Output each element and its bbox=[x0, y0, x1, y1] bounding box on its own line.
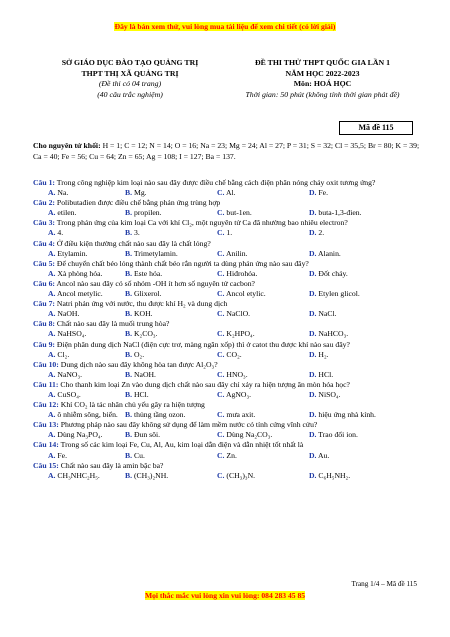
option-text: Trao đổi ion. bbox=[318, 430, 358, 440]
option-text: NaClO. bbox=[226, 309, 251, 319]
question-number: Câu 1: bbox=[33, 178, 55, 187]
option-text: Đốt cháy. bbox=[318, 268, 348, 278]
option-letter: A. bbox=[48, 470, 56, 480]
question-text: Ancol nào sau đây có số nhóm -OH ít hơn số nguyên tử cacbon? bbox=[56, 278, 255, 288]
answer-option bbox=[217, 410, 309, 420]
question-stem bbox=[33, 440, 423, 450]
option-text: Dùng Na₃PO₄. bbox=[57, 430, 103, 440]
option-text: 2. bbox=[318, 228, 325, 238]
option-letter: D. bbox=[309, 268, 317, 278]
option-letter: D. bbox=[309, 248, 317, 258]
option-letter: A. bbox=[48, 289, 56, 299]
option-letter: C. bbox=[217, 450, 225, 460]
answer-option bbox=[217, 188, 309, 198]
option-letter: A. bbox=[48, 369, 56, 379]
option-text: Hiđrohóa. bbox=[226, 268, 258, 278]
option-letter: A. bbox=[48, 349, 56, 359]
answer-option bbox=[125, 269, 217, 279]
option-text: Zn. bbox=[226, 450, 237, 460]
option-letter: B. bbox=[125, 369, 133, 379]
option-text: Ancol metylic. bbox=[56, 289, 103, 299]
option-letter: C. bbox=[217, 289, 225, 299]
answer-option bbox=[125, 228, 217, 238]
question-text: Chất nào sau đây là muối trung hòa? bbox=[56, 319, 170, 329]
option-text: Anilin. bbox=[225, 248, 248, 258]
answer-option bbox=[125, 208, 217, 218]
option-letter: B. bbox=[125, 410, 133, 420]
answer-option bbox=[33, 188, 125, 198]
question-number: Câu 10: bbox=[33, 359, 59, 369]
answer-options bbox=[33, 410, 423, 420]
option-letter: C. bbox=[217, 470, 225, 480]
option-text: Xà phòng hóa. bbox=[57, 268, 103, 278]
option-letter: C. bbox=[217, 389, 225, 399]
question-number: Câu 3: bbox=[33, 218, 55, 228]
answer-option bbox=[309, 269, 401, 279]
option-text: CH₃NHC₂H₅. bbox=[57, 470, 100, 480]
question-stem bbox=[33, 340, 423, 350]
option-text: mưa axit. bbox=[226, 410, 256, 420]
answer-option bbox=[125, 289, 217, 299]
question-number: Câu 2: bbox=[33, 198, 55, 208]
answer-options bbox=[33, 471, 423, 481]
exam-title: ĐỀ THI THỬ THPT QUỐC GIA LẦN 1 bbox=[255, 58, 390, 67]
answer-option bbox=[309, 390, 401, 400]
answer-options bbox=[33, 188, 423, 198]
question-text: Điện phân dung dịch NaCl (điện cực trơ, màng ngăn xốp) thì ở catot thu được khí nào sau đây? bbox=[56, 339, 350, 349]
answer-option bbox=[33, 309, 125, 319]
answer-option bbox=[33, 289, 125, 299]
answer-option bbox=[309, 249, 401, 259]
answer-option bbox=[217, 471, 309, 481]
option-text: NiSO₄. bbox=[318, 389, 341, 399]
option-text: (CH₃)₃N. bbox=[226, 470, 256, 480]
question-stem bbox=[33, 299, 423, 309]
option-letter: A. bbox=[48, 329, 56, 339]
atomic-masses-label: Cho nguyên tử khối: bbox=[33, 141, 101, 150]
answer-options bbox=[33, 228, 423, 238]
answer-option bbox=[125, 370, 217, 380]
question-stem bbox=[33, 319, 423, 329]
answer-options bbox=[33, 249, 423, 259]
option-text: ô nhiễm sông, biển. bbox=[57, 410, 118, 420]
answer-option bbox=[309, 208, 401, 218]
question-15 bbox=[33, 461, 423, 481]
option-text: Etylamin. bbox=[57, 248, 88, 258]
question-9 bbox=[33, 340, 423, 360]
answer-options bbox=[33, 370, 423, 380]
atomic-masses bbox=[33, 140, 421, 162]
answer-option bbox=[309, 410, 401, 420]
option-letter: B. bbox=[125, 309, 133, 319]
option-letter: D. bbox=[309, 430, 317, 440]
answer-options bbox=[33, 289, 423, 299]
question-list bbox=[33, 178, 423, 481]
subject: Môn: HOÁ HỌC bbox=[293, 79, 352, 89]
question-number: Câu 4: bbox=[33, 238, 55, 248]
answer-option bbox=[217, 228, 309, 238]
question-14 bbox=[33, 440, 423, 460]
answer-option bbox=[125, 188, 217, 198]
option-letter: B. bbox=[125, 248, 133, 258]
answer-option bbox=[33, 370, 125, 380]
answer-option bbox=[217, 390, 309, 400]
option-text: Trimetylamin. bbox=[133, 248, 178, 258]
page-number: Trang 1/4 – Mã đề 115 bbox=[351, 580, 417, 588]
option-letter: A. bbox=[48, 208, 56, 218]
answer-options bbox=[33, 269, 423, 279]
option-text: Ancol etylic. bbox=[225, 289, 266, 299]
answer-option bbox=[217, 289, 309, 299]
question-text: Chất nào sau đây là amin bậc ba? bbox=[60, 460, 164, 470]
option-text: 1. bbox=[226, 228, 233, 238]
answer-option bbox=[217, 249, 309, 259]
question-text: Cho thanh kim loại Zn vào dung dịch chất nào sau đây chỉ xảy ra hiện tượng ăn mòn hóa học? bbox=[60, 379, 350, 389]
option-text: Fe. bbox=[318, 188, 329, 198]
question-count-note: (40 câu trắc nghiệm) bbox=[97, 89, 163, 99]
answer-option bbox=[33, 269, 125, 279]
question-13 bbox=[33, 420, 423, 440]
option-text: NaHCO₃. bbox=[318, 329, 349, 339]
answer-option bbox=[33, 451, 125, 461]
answer-options bbox=[33, 451, 423, 461]
option-letter: A. bbox=[48, 450, 56, 460]
answer-option bbox=[125, 249, 217, 259]
answer-option bbox=[217, 208, 309, 218]
atomic-masses-values: H = 1; C = 12; N = 14; O = 16; Na = 23; Mg = 24; Al = 27; P = 31; S = 32; Cl = 35,5; Br = 80; K = 39; Ca = 40; Fe = 56; Cu = 64; Zn = 65; Ag = 108; I = 127; Ba = 137. bbox=[33, 141, 420, 161]
answer-option bbox=[33, 350, 125, 360]
answer-option bbox=[309, 309, 401, 319]
option-text: Este hóa. bbox=[133, 268, 163, 278]
question-number: Câu 12: bbox=[33, 400, 59, 410]
option-text: 4. bbox=[57, 228, 64, 238]
option-letter: A. bbox=[48, 248, 56, 258]
option-letter: C. bbox=[217, 248, 225, 258]
answer-option bbox=[33, 471, 125, 481]
option-text: HNO₃. bbox=[226, 369, 248, 379]
answer-option bbox=[309, 370, 401, 380]
option-letter: A. bbox=[48, 228, 56, 238]
question-text: Phương pháp nào sau đây không sử dụng để làm mềm nước có tính cứng vĩnh cửu? bbox=[60, 420, 318, 430]
question-stem bbox=[33, 461, 423, 471]
answer-option bbox=[217, 451, 309, 461]
option-text: HCl. bbox=[318, 369, 334, 379]
option-letter: A. bbox=[48, 309, 56, 319]
answer-option bbox=[33, 430, 125, 440]
question-text: Khí CO₂ là tác nhân chủ yếu gây ra hiện tượng bbox=[60, 400, 205, 410]
preview-banner: Đây là bản xem thử, vui lòng mua tài liệu để xem chi tiết (có lời giải) bbox=[114, 22, 336, 31]
option-letter: D. bbox=[309, 208, 317, 218]
option-letter: C. bbox=[217, 369, 225, 379]
option-letter: D. bbox=[309, 329, 317, 339]
option-text: Dùng Na₂CO₃. bbox=[226, 430, 273, 440]
question-5 bbox=[33, 259, 423, 279]
option-text: H₂. bbox=[318, 349, 329, 359]
answer-option bbox=[309, 430, 401, 440]
option-text: propilen. bbox=[133, 208, 162, 218]
option-text: O₂. bbox=[133, 349, 145, 359]
option-letter: D. bbox=[309, 228, 317, 238]
option-letter: B. bbox=[125, 349, 133, 359]
answer-option bbox=[33, 410, 125, 420]
option-text: NaCl. bbox=[318, 309, 337, 319]
option-text: hiệu ứng nhà kính. bbox=[318, 410, 376, 420]
option-text: NaNO₃. bbox=[57, 369, 83, 379]
question-stem bbox=[33, 360, 423, 370]
answer-option bbox=[217, 350, 309, 360]
option-letter: D. bbox=[309, 470, 317, 480]
answer-option bbox=[33, 390, 125, 400]
option-text: Glixerol. bbox=[133, 289, 162, 299]
option-letter: A. bbox=[48, 410, 56, 420]
option-text: 3. bbox=[133, 228, 140, 238]
option-letter: C. bbox=[217, 188, 225, 198]
answer-options bbox=[33, 329, 423, 339]
question-6 bbox=[33, 279, 423, 299]
option-letter: C. bbox=[217, 309, 225, 319]
question-text: Polibutađien được điều chế bằng phản ứng trùng hợp bbox=[56, 198, 221, 208]
page-count-note: (Đề thi có 04 trang) bbox=[98, 79, 162, 89]
option-letter: A. bbox=[48, 188, 56, 198]
question-number: Câu 5: bbox=[33, 258, 55, 268]
option-letter: C. bbox=[217, 349, 225, 359]
option-text: K₂HPO₄. bbox=[226, 329, 255, 339]
option-letter: D. bbox=[309, 188, 317, 198]
answer-option bbox=[217, 309, 309, 319]
option-letter: C. bbox=[217, 208, 225, 218]
option-letter: B. bbox=[125, 329, 133, 339]
question-text: Để chuyển chất béo lỏng thành chất béo rắn người ta dùng phản ứng nào sau đây? bbox=[56, 258, 309, 268]
answer-option bbox=[125, 350, 217, 360]
option-letter: D. bbox=[309, 289, 317, 299]
contact-note: Mọi thắc mắc vui lòng xin vui lòng: 084 283 45 85 bbox=[144, 591, 306, 600]
question-7 bbox=[33, 299, 423, 319]
question-stem bbox=[33, 198, 423, 208]
option-letter: C. bbox=[217, 329, 225, 339]
option-letter: B. bbox=[125, 450, 133, 460]
option-text: Al. bbox=[225, 188, 236, 198]
answer-option bbox=[33, 208, 125, 218]
question-number: Câu 13: bbox=[33, 420, 59, 430]
answer-option bbox=[125, 329, 217, 339]
option-letter: A. bbox=[48, 389, 56, 399]
answer-option bbox=[309, 289, 401, 299]
option-letter: B. bbox=[125, 470, 133, 480]
question-2 bbox=[33, 198, 423, 218]
answer-options bbox=[33, 430, 423, 440]
option-letter: B. bbox=[125, 188, 133, 198]
question-text: Trong công nghiệp kim loại nào sau đây được điều chế bằng cách điện phân nóng chảy oxit tương ứng? bbox=[56, 178, 376, 187]
answer-option bbox=[217, 430, 309, 440]
school-header bbox=[40, 58, 220, 100]
option-text: Au. bbox=[317, 450, 330, 460]
question-number: Câu 14: bbox=[33, 440, 59, 450]
option-letter: D. bbox=[309, 309, 317, 319]
option-text: Fe. bbox=[57, 450, 68, 460]
exam-code-box: Mã đề 115 bbox=[339, 121, 413, 135]
option-text: thủng tầng ozon. bbox=[133, 410, 186, 420]
answer-option bbox=[309, 350, 401, 360]
question-number: Câu 7: bbox=[33, 299, 55, 309]
question-number: Câu 11: bbox=[33, 379, 59, 389]
option-text: NaHSO₄. bbox=[57, 329, 87, 339]
option-letter: D. bbox=[309, 349, 317, 359]
option-text: C₆H₅NH₂. bbox=[318, 470, 351, 480]
question-8 bbox=[33, 319, 423, 339]
answer-option bbox=[217, 269, 309, 279]
answer-option bbox=[217, 329, 309, 339]
option-text: buta-1,3-đien. bbox=[318, 208, 362, 218]
question-12 bbox=[33, 400, 423, 420]
answer-options bbox=[33, 350, 423, 360]
option-text: Cu. bbox=[133, 450, 145, 460]
option-letter: D. bbox=[309, 389, 317, 399]
school-year: NĂM HỌC 2022-2023 bbox=[285, 68, 360, 78]
question-text: Ở điều kiện thường chất nào sau đây là chất lỏng? bbox=[56, 238, 211, 248]
answer-option bbox=[309, 228, 401, 238]
option-letter: B. bbox=[125, 268, 133, 278]
option-letter: C. bbox=[217, 268, 225, 278]
answer-option bbox=[217, 370, 309, 380]
option-letter: D. bbox=[309, 410, 317, 420]
option-text: CuSO₄. bbox=[57, 389, 81, 399]
question-number: Câu 6: bbox=[33, 278, 55, 288]
question-number: Câu 15: bbox=[33, 460, 59, 470]
option-text: Mg. bbox=[133, 188, 147, 198]
option-letter: C. bbox=[217, 228, 225, 238]
option-text: HCl. bbox=[133, 389, 149, 399]
option-letter: C. bbox=[217, 430, 225, 440]
question-text: Dung dịch nào sau đây không hòa tan được Al₂O₃? bbox=[60, 359, 218, 369]
school-name: THPT THỊ XÃ QUẢNG TRỊ bbox=[81, 68, 179, 78]
option-letter: A. bbox=[48, 430, 56, 440]
question-text: Trong phản ứng của kim loại Ca với khí Cl₂, một nguyên tử Ca đã nhường bao nhiêu electron? bbox=[56, 218, 348, 228]
option-letter: C. bbox=[217, 410, 225, 420]
question-stem bbox=[33, 400, 423, 410]
option-text: Alanin. bbox=[317, 248, 341, 258]
answer-option bbox=[125, 390, 217, 400]
question-number: Câu 9: bbox=[33, 339, 55, 349]
option-letter: B. bbox=[125, 289, 133, 299]
question-text: Trong số các kim loại Fe, Cu, Al, Au, kim loại dẫn điện và dẫn nhiệt tốt nhất là bbox=[60, 440, 304, 450]
option-text: K₂CO₃. bbox=[133, 329, 158, 339]
question-10 bbox=[33, 360, 423, 380]
answer-option bbox=[309, 329, 401, 339]
answer-option bbox=[33, 228, 125, 238]
option-text: (CH₃)₂NH. bbox=[133, 470, 169, 480]
option-text: but-1en. bbox=[226, 208, 252, 218]
option-letter: B. bbox=[125, 228, 133, 238]
option-letter: A. bbox=[48, 268, 56, 278]
option-letter: D. bbox=[309, 450, 317, 460]
department-name: SỞ GIÁO DỤC ĐÀO TẠO QUẢNG TRỊ bbox=[61, 58, 199, 67]
question-stem bbox=[33, 178, 423, 188]
question-stem bbox=[33, 420, 423, 430]
option-letter: B. bbox=[125, 430, 133, 440]
question-text: Natri phản ứng với nước, thu được khí H₂ và dung dịch bbox=[56, 299, 228, 309]
question-11 bbox=[33, 380, 423, 400]
option-text: Na. bbox=[57, 188, 69, 198]
answer-option bbox=[125, 309, 217, 319]
option-letter: B. bbox=[125, 389, 133, 399]
answer-option bbox=[125, 451, 217, 461]
question-stem bbox=[33, 239, 423, 249]
question-stem bbox=[33, 218, 423, 228]
option-text: NaOH. bbox=[133, 369, 156, 379]
question-1 bbox=[33, 178, 423, 198]
exam-header bbox=[225, 58, 420, 100]
option-letter: D. bbox=[309, 369, 317, 379]
option-text: Cl₂. bbox=[57, 349, 70, 359]
answer-option bbox=[33, 329, 125, 339]
question-stem bbox=[33, 279, 423, 289]
answer-option bbox=[125, 471, 217, 481]
answer-option bbox=[125, 430, 217, 440]
option-text: etilen. bbox=[57, 208, 77, 218]
option-text: NaOH. bbox=[57, 309, 80, 319]
option-letter: B. bbox=[125, 208, 133, 218]
question-4 bbox=[33, 239, 423, 259]
answer-option bbox=[309, 471, 401, 481]
question-number: Câu 8: bbox=[33, 319, 55, 329]
option-text: KOH. bbox=[133, 309, 153, 319]
option-text: AgNO₃. bbox=[225, 389, 252, 399]
answer-option bbox=[33, 249, 125, 259]
option-text: CO₂. bbox=[226, 349, 242, 359]
answer-options bbox=[33, 390, 423, 400]
question-stem bbox=[33, 259, 423, 269]
answer-option bbox=[309, 451, 401, 461]
answer-option bbox=[309, 188, 401, 198]
option-text: Etylen glicol. bbox=[318, 289, 360, 299]
question-stem bbox=[33, 380, 423, 390]
answer-options bbox=[33, 309, 423, 319]
option-text: Đun sôi. bbox=[133, 430, 161, 440]
answer-options bbox=[33, 208, 423, 218]
time-limit: Thời gian: 50 phút (không tính thời gian phát đề) bbox=[245, 89, 400, 99]
answer-option bbox=[125, 410, 217, 420]
question-3 bbox=[33, 218, 423, 238]
